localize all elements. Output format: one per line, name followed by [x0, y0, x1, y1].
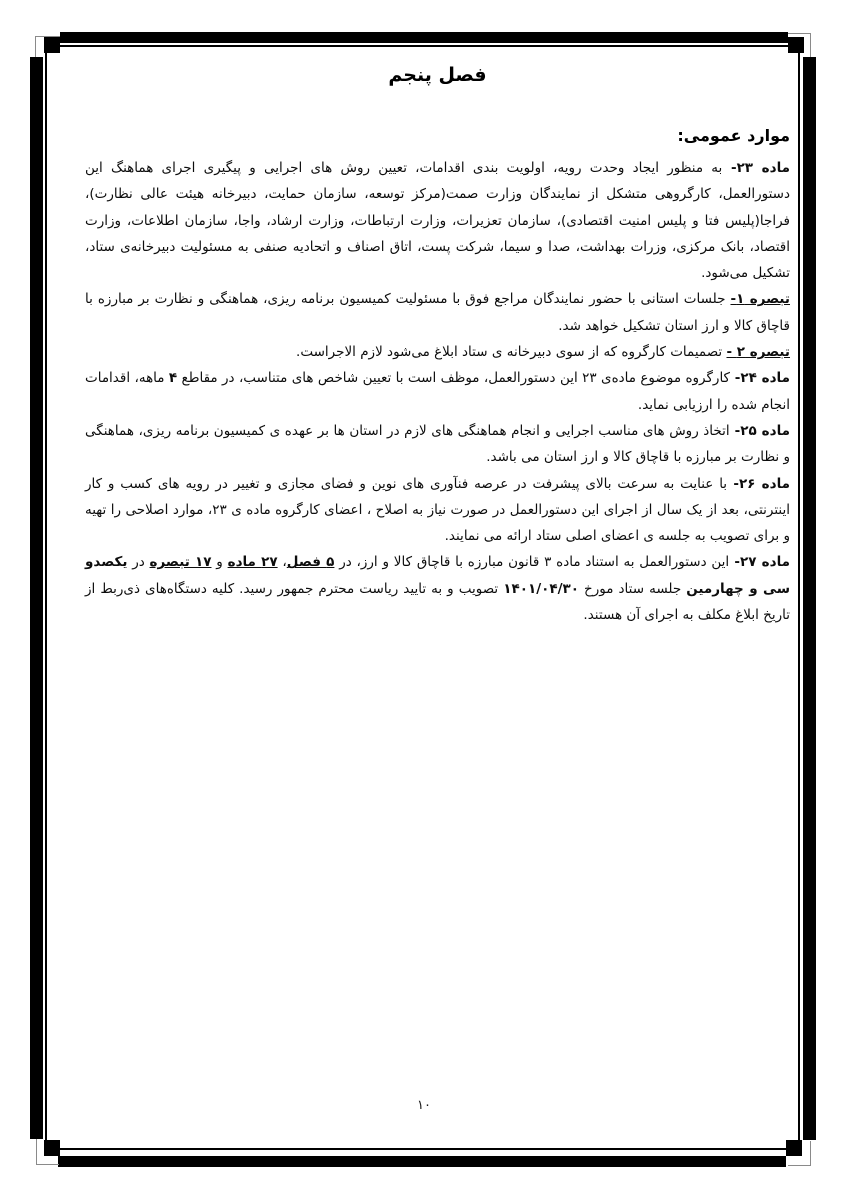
frame-right-bar	[803, 57, 816, 1140]
frame-left-bar	[30, 57, 43, 1139]
text-segment: این دستورالعمل به استناد ماده ۳ قانون مبارزه با قاچاق کالا و ارز، در	[334, 554, 730, 571]
paragraph-tabsareh-2	[85, 339, 790, 365]
text-segment: اتخاذ روش های مناسب اجرایی و انجام هماهنگی های لازم در استان ها بر عهده ی کمیسیون برنامه ریزی، هماهنگی و نظارت بر مبارزه با قاچاق کالا و ارز استان می باشد.	[85, 422, 790, 466]
text-segment: ۵ فصل	[286, 554, 335, 571]
text-segment: ماده ۲۳-	[722, 160, 791, 176]
text-segment: ماده ۲۷-	[729, 554, 791, 571]
chapter-title: فصل پنجم	[388, 64, 487, 86]
paragraph-tabsareh-1	[85, 286, 790, 339]
frame-bottom-bar	[58, 1156, 786, 1167]
paragraph-madeh-26	[85, 471, 790, 550]
frame-hairline	[36, 1139, 37, 1165]
page-number: ۱۰	[417, 1098, 431, 1113]
text-segment: ۴	[168, 370, 178, 387]
paragraph-madeh-24	[85, 365, 790, 418]
frame-hairline	[788, 1165, 811, 1166]
text-segment: و	[211, 554, 228, 571]
text-segment: ماده ۲۶-	[727, 475, 790, 492]
frame-top-bar	[60, 32, 788, 43]
text-segment: یکصدو سی و چهارمین	[85, 554, 790, 597]
text-segment: ۱۷ تبصره	[149, 554, 212, 571]
frame-hairline	[35, 36, 60, 37]
text-segment: تصمیمات کارگروه که از سوی دبیرخانه ی ستاد ابلاغ می‌شود لازم الاجراست.	[296, 344, 727, 361]
text-segment: تبصره ۲ -	[726, 344, 790, 361]
paragraph-madeh-27	[85, 549, 790, 628]
frame-hairline	[36, 1164, 59, 1165]
text-segment: به منظور ایجاد وحدت رویه، اولویت بندی اقدامات، تعیین روش های اجرایی و پیگیری اجرای هماهنگ این دستورالعمل، کارگروهی متشکل از نمایندگان وزارت صمت(مرکز توسعه، سازمان حمایت، دبیرخانه هیئت عالی نظارت)، فراجا(پلیس فتا و پلیس امنیت اقتصادی)، سازمان تعزیرات، وزارت ارتباطات، وزارت ارشاد، واجا، سازمان اطلاعات، وزارت اقتصاد، بانک مرکزی، وزرات بهداشت، صدا و سیما، شرکت پست، اتاق اصناف و اتحادیه صنفی به مسئولیت دبیرخانه‌ی ستاد، تشکیل می‌شود.	[85, 160, 790, 282]
text-segment: تبصره ۱-	[730, 291, 790, 308]
paragraph-madeh-25	[85, 418, 790, 471]
frame-hairline	[810, 33, 811, 57]
content-area	[85, 60, 790, 628]
text-segment: ،	[277, 554, 287, 571]
text-segment: ماده ۲۴-	[729, 370, 790, 387]
text-segment: جلسات استانی با حضور نمایندگان مراجع فوق با مسئولیت کمیسیون برنامه ریزی، هماهنگی و نظارت بر مبارزه با قاچاق کالا و ارز استان تشکیل خواهد شد.	[85, 291, 790, 334]
frame-hairline	[810, 1141, 811, 1166]
text-segment: با عنایت به سرعت بالای پیشرفت در عرصه فنآوری های نوین و فضای مجازی و تغییر در رویه های کسب و کار اینترنتی، بعد از یک سال از اجرای این دستورالعمل در صورت نیاز به اصلاح ، اعضای کارگروه ماده ی ۲۳، موارد اصلاحی را تهیه و برای تصویب به جلسه ی اعضای اصلی ستاد ارائه می نمایند.	[85, 475, 791, 545]
text-segment: جلسه ستاد مورخ	[579, 580, 687, 597]
section-heading: موارد عمومی:	[677, 126, 790, 145]
paragraph-madeh-23	[85, 155, 790, 286]
text-segment: کارگروه موضوع ماده‌ی ۲۳ این دستورالعمل، موظف است با تعیین شاخص های متناسب، در مقاطع	[177, 370, 730, 387]
frame-hairline	[788, 33, 811, 34]
text-segment: ماهه، اقدامات انجام شده را ارزیابی نماید.	[85, 370, 790, 413]
text-segment: ۲۷ ماده	[227, 554, 278, 571]
paragraphs	[85, 155, 790, 628]
text-segment: تصویب و به تایید ریاست محترم جمهور رسید. کلیه دستگاه‌های ذی‌ربط از تاریخ ابلاغ مکلف به اجرای آن هستند.	[85, 580, 790, 624]
text-segment: در	[127, 554, 150, 571]
frame-hairline	[35, 36, 36, 57]
text-segment: ۱۴۰۱/۰۴/۳۰	[503, 580, 580, 597]
text-segment: ماده ۲۵-	[729, 422, 790, 439]
